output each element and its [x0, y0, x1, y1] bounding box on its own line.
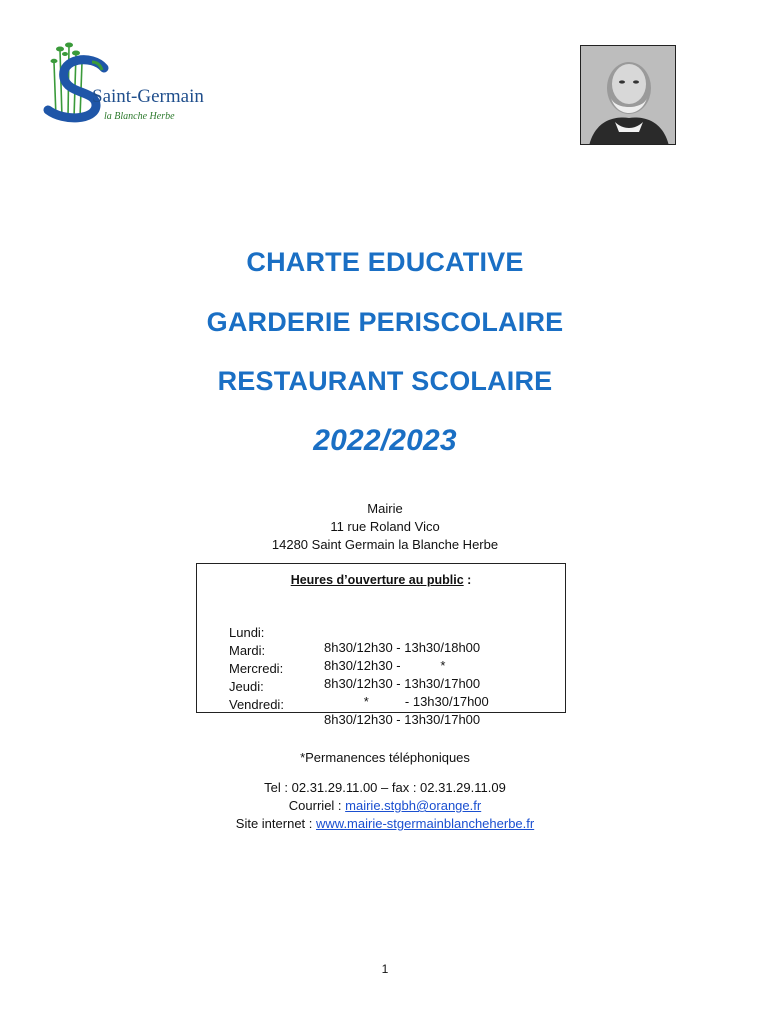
address-line-2: 11 rue Roland Vico: [330, 519, 440, 534]
logo-name: Saint-Germain: [92, 86, 204, 107]
email-label: Courriel :: [288, 798, 346, 813]
municipality-logo: [42, 40, 227, 130]
phone-permanence-note: *Permanences téléphoniques: [300, 750, 470, 765]
hours-title-text: Heures d’ouverture au public: [290, 573, 464, 587]
day-label: Mercredi:: [229, 661, 284, 676]
title-charte: CHARTE EDUCATIVE: [246, 247, 524, 277]
mairie-address: [0, 500, 770, 554]
portrait-graphic: [581, 46, 676, 145]
page-number: 1: [381, 962, 389, 976]
title-garderie: GARDERIE PERISCOLAIRE: [206, 307, 564, 337]
hours-title: [197, 573, 565, 587]
contact-block: [0, 779, 770, 833]
hours-title-suffix: :: [463, 573, 472, 587]
time-value: 8h30/12h30 - *: [324, 658, 446, 673]
address-line-3: 14280 Saint Germain la Blanche Herbe: [271, 537, 499, 552]
email-link[interactable]: mairie.stgbh@orange.fr: [345, 798, 482, 813]
website-link[interactable]: www.mairie-stgermainblancheherbe.fr: [316, 816, 535, 831]
day-label: Jeudi:: [229, 679, 264, 694]
day-label: Mardi:: [229, 643, 266, 658]
address-line-1: Mairie: [367, 501, 403, 516]
day-label: Lundi:: [229, 625, 265, 640]
phone-fax: Tel : 02.31.29.11.00 – fax : 02.31.29.11.09: [264, 780, 506, 795]
time-value: * - 13h30/17h00: [324, 694, 489, 709]
logo-tagline: la Blanche Herbe: [104, 111, 175, 122]
website-label: Site internet :: [235, 816, 316, 831]
title-year: 2022/2023: [313, 424, 457, 457]
title-restaurant: RESTAURANT SCOLAIRE: [217, 366, 553, 396]
opening-hours-box: [196, 563, 566, 727]
time-value: 8h30/12h30 - 13h30/18h00: [324, 640, 481, 655]
website-line: [0, 815, 770, 833]
day-label: Vendredi:: [229, 697, 284, 712]
portrait-image: [580, 45, 676, 145]
email-line: [0, 797, 770, 815]
time-value: 8h30/12h30 - 13h30/17h00: [324, 676, 481, 691]
time-value: 8h30/12h30 - 13h30/17h00: [324, 712, 481, 727]
